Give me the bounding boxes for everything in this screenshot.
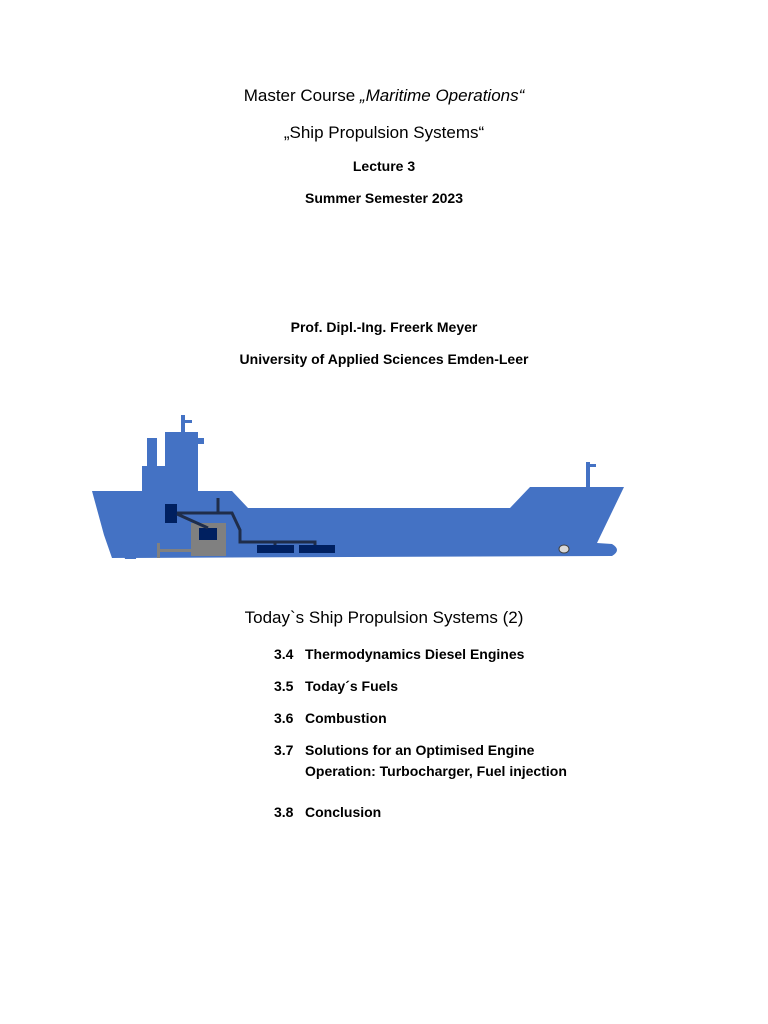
- lecture-label: Lecture 3: [352, 158, 416, 174]
- toc-item: [274, 676, 398, 697]
- subject-title: „Ship Propulsion Systems“: [283, 123, 485, 142]
- toc-item: [274, 802, 381, 823]
- toc-text: Conclusion: [305, 804, 382, 820]
- ship-icon: [90, 410, 630, 565]
- toc-item: [274, 740, 567, 782]
- author-name: Prof. Dipl.-Ing. Freerk Meyer: [290, 319, 478, 335]
- toc-number: 3.7: [274, 742, 294, 758]
- institution-name: University of Applied Sciences Emden-Leer: [239, 351, 529, 367]
- toc-text: Solutions for an Optimised Engine Operation: Turbocharger, Fuel injection: [305, 742, 567, 779]
- course-prefix: Master Course: [243, 86, 360, 105]
- course-title: [0, 86, 768, 106]
- toc-number: 3.5: [274, 678, 294, 694]
- toc-text: Today´s Fuels: [305, 678, 399, 694]
- toc-number: 3.4: [274, 646, 294, 662]
- toc-number: 3.8: [274, 804, 294, 820]
- toc-item: [274, 708, 387, 729]
- toc-item: [274, 644, 524, 665]
- semester-label: Summer Semester 2023: [305, 190, 463, 206]
- toc-text: Combustion: [305, 710, 387, 726]
- section-title: Today`s Ship Propulsion Systems (2): [244, 608, 524, 627]
- toc-text: Thermodynamics Diesel Engines: [305, 646, 525, 662]
- course-name: „Maritime Operations“: [359, 86, 525, 105]
- toc-number: 3.6: [274, 710, 294, 726]
